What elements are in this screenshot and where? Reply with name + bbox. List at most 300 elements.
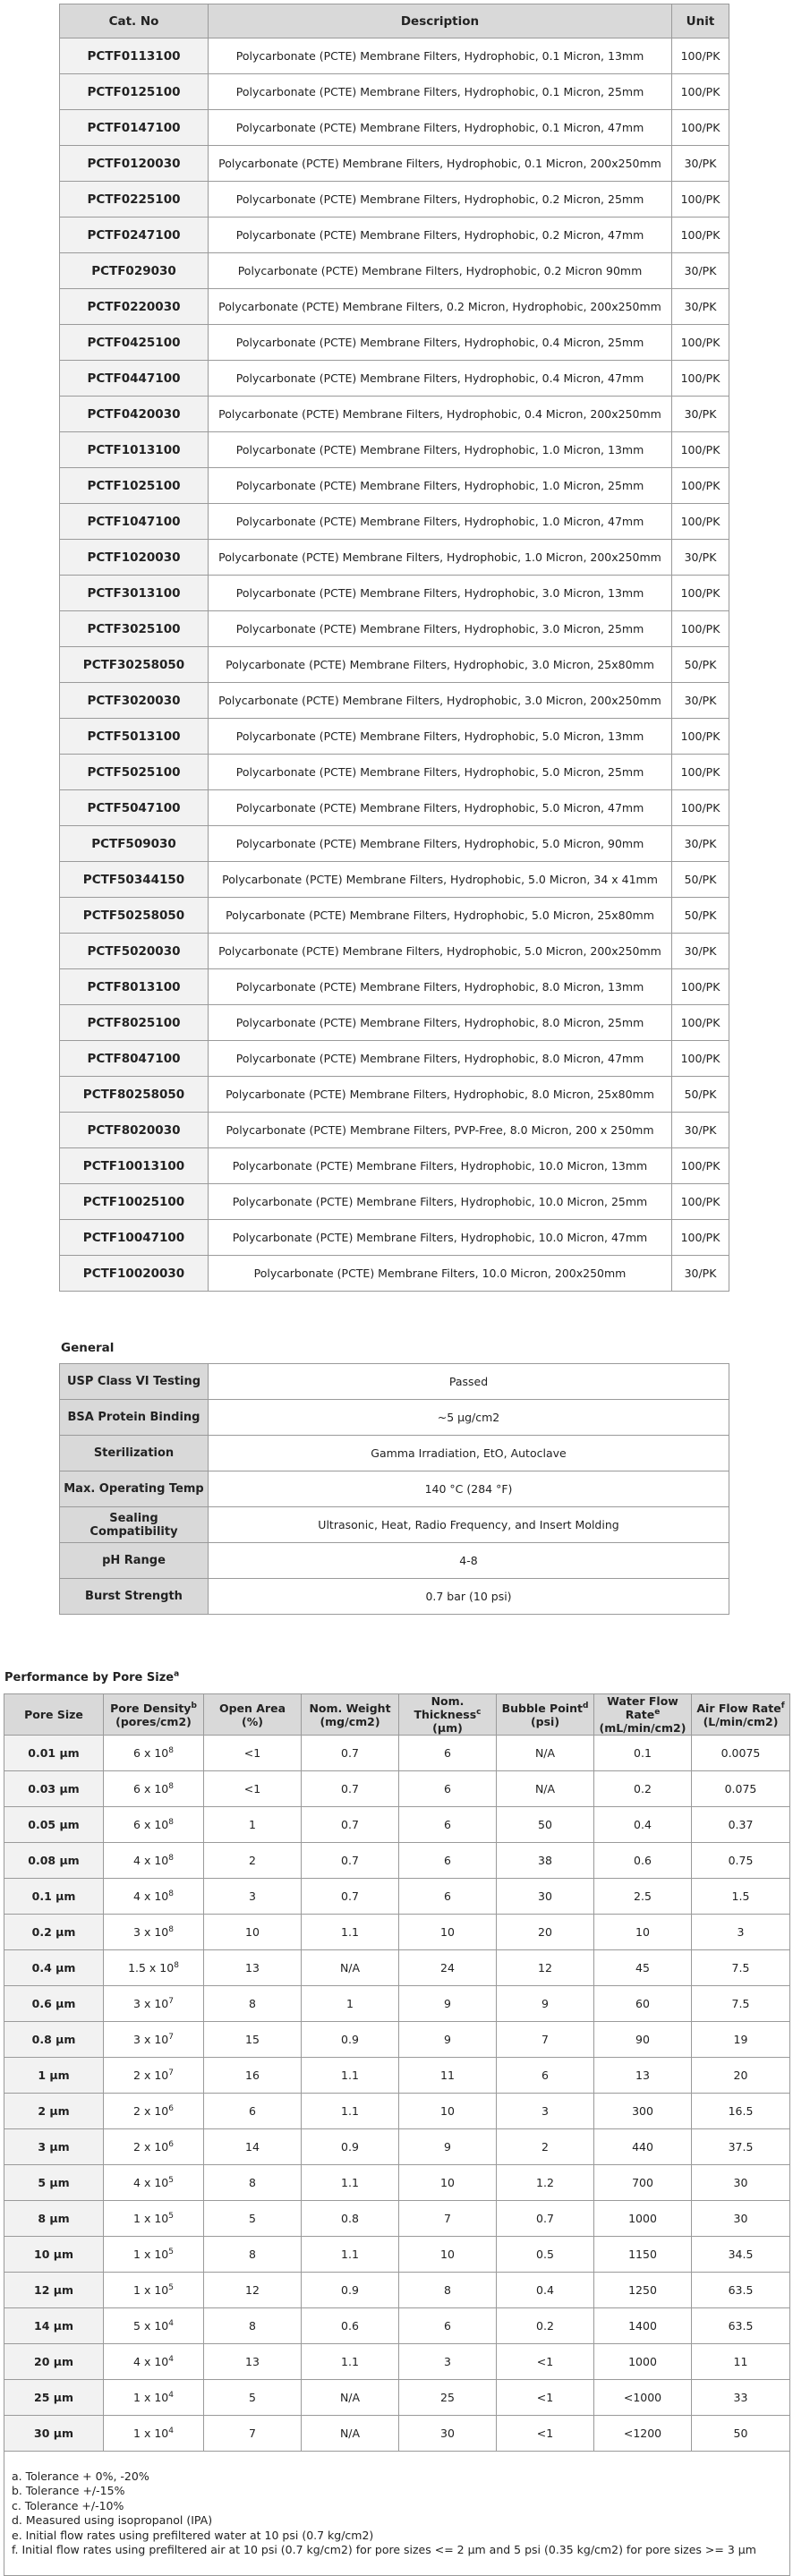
- perf-density-base: 1.5 x 10: [128, 1961, 175, 1975]
- catalog-unit: 30/PK: [672, 540, 729, 576]
- perf-header-unit: (%): [242, 1714, 263, 1728]
- general-row: [60, 1579, 729, 1615]
- perf-density: [104, 1736, 204, 1771]
- catalog-description: Polycarbonate (PCTE) Membrane Filters, Hydrophobic, 0.1 Micron, 25mm: [209, 74, 672, 110]
- perf-density-base: 1 x 10: [133, 2212, 169, 2225]
- catalog-cat-no: PCTF5047100: [60, 790, 209, 826]
- catalog-cat-no: PCTF0120030: [60, 146, 209, 182]
- catalog-unit: 30/PK: [672, 1113, 729, 1148]
- catalog-description: Polycarbonate (PCTE) Membrane Filters, Hydrophobic, 8.0 Micron, 25mm: [209, 1005, 672, 1041]
- perf-pore: 0.01 µm: [4, 1736, 104, 1771]
- general-row: [60, 1364, 729, 1400]
- catalog-description: Polycarbonate (PCTE) Membrane Filters, Hydrophobic, 5.0 Micron, 13mm: [209, 719, 672, 755]
- catalog-table: [59, 4, 729, 1292]
- perf-bubble: 0.5: [497, 2237, 594, 2273]
- catalog-cat-no: PCTF10047100: [60, 1220, 209, 1256]
- perf-open: 8: [204, 1986, 302, 2022]
- perf-thick: 10: [399, 2237, 497, 2273]
- perf-water: 60: [594, 1986, 692, 2022]
- catalog-description: Polycarbonate (PCTE) Membrane Filters, Hydrophobic, 8.0 Micron, 13mm: [209, 969, 672, 1005]
- catalog-description: Polycarbonate (PCTE) Membrane Filters, Hydrophobic, 0.4 Micron, 200x250mm: [209, 397, 672, 432]
- catalog-unit: 30/PK: [672, 826, 729, 862]
- catalog-cat-no: PCTF30258050: [60, 647, 209, 683]
- perf-weight: 0.6: [302, 2308, 399, 2344]
- perf-weight: N/A: [302, 1950, 399, 1986]
- general-property: Sealing Compatibility: [60, 1507, 209, 1543]
- performance-title-text: Performance by Pore Size: [4, 1671, 175, 1685]
- perf-water: <1000: [594, 2380, 692, 2416]
- perf-bubble: <1: [497, 2380, 594, 2416]
- catalog-cat-no: PCTF0147100: [60, 110, 209, 146]
- perf-header-cell: [497, 1694, 594, 1736]
- perf-row: [4, 1807, 790, 1843]
- catalog-cat-no: PCTF509030: [60, 826, 209, 862]
- catalog-row: [60, 576, 729, 611]
- catalog-unit: 50/PK: [672, 898, 729, 934]
- perf-air: 63.5: [692, 2308, 790, 2344]
- perf-density-exponent: 5: [168, 2282, 174, 2292]
- perf-open: 16: [204, 2058, 302, 2094]
- perf-density: [104, 2022, 204, 2058]
- perf-pore: 12 µm: [4, 2273, 104, 2308]
- general-row: [60, 1507, 729, 1543]
- perf-water: 1250: [594, 2273, 692, 2308]
- perf-header-label: Pore Density: [110, 1701, 192, 1715]
- footnote: b. Tolerance +/-15%: [12, 2484, 125, 2497]
- perf-water: 90: [594, 2022, 692, 2058]
- perf-header-footnote: e: [654, 1707, 661, 1717]
- perf-thick: 24: [399, 1950, 497, 1986]
- catalog-row: [60, 1113, 729, 1148]
- perf-open: 8: [204, 2237, 302, 2273]
- perf-bubble: 0.2: [497, 2308, 594, 2344]
- catalog-description: Polycarbonate (PCTE) Membrane Filters, Hydrophobic, 1.0 Micron, 25mm: [209, 468, 672, 504]
- perf-row: [4, 2273, 790, 2308]
- perf-density-base: 4 x 10: [133, 2176, 169, 2189]
- performance-header-row: [4, 1694, 790, 1736]
- catalog-row: [60, 540, 729, 576]
- general-property: pH Range: [60, 1543, 209, 1579]
- catalog-row: [60, 146, 729, 182]
- perf-density-base: 2 x 10: [133, 2104, 169, 2118]
- perf-air: 7.5: [692, 1950, 790, 1986]
- perf-water: 1000: [594, 2344, 692, 2380]
- perf-density-base: 2 x 10: [133, 2140, 169, 2154]
- catalog-cat-no: PCTF3013100: [60, 576, 209, 611]
- catalog-unit: 100/PK: [672, 611, 729, 647]
- catalog-description: Polycarbonate (PCTE) Membrane Filters, Hydrophobic, 10.0 Micron, 25mm: [209, 1184, 672, 1220]
- perf-water: 1150: [594, 2237, 692, 2273]
- perf-density-exponent: 7: [168, 2068, 174, 2077]
- catalog-cat-no: PCTF1025100: [60, 468, 209, 504]
- catalog-row: [60, 862, 729, 898]
- catalog-description: Polycarbonate (PCTE) Membrane Filters, 10.0 Micron, 200x250mm: [209, 1256, 672, 1292]
- perf-bubble: <1: [497, 2344, 594, 2380]
- catalog-unit: 100/PK: [672, 504, 729, 540]
- catalog-row: [60, 1256, 729, 1292]
- perf-density-exponent: 8: [168, 1745, 174, 1755]
- perf-density-base: 4 x 10: [133, 1854, 169, 1867]
- perf-bubble: 0.4: [497, 2273, 594, 2308]
- perf-water: 1000: [594, 2201, 692, 2237]
- catalog-row: [60, 1148, 729, 1184]
- perf-header-unit: (mL/min/cm2): [599, 1721, 686, 1735]
- perf-density: [104, 2380, 204, 2416]
- catalog-unit: 100/PK: [672, 110, 729, 146]
- performance-table: [4, 1693, 790, 2576]
- perf-density-exponent: 5: [168, 2175, 174, 2185]
- general-row: [60, 1436, 729, 1471]
- catalog-row: [60, 325, 729, 361]
- catalog-description: Polycarbonate (PCTE) Membrane Filters, Hydrophobic, 3.0 Micron, 25x80mm: [209, 647, 672, 683]
- catalog-cat-no: PCTF8025100: [60, 1005, 209, 1041]
- perf-air: 30: [692, 2201, 790, 2237]
- perf-density: [104, 1915, 204, 1950]
- perf-row: [4, 2237, 790, 2273]
- perf-bubble: 1.2: [497, 2165, 594, 2201]
- perf-weight: 0.7: [302, 1771, 399, 1807]
- perf-open: <1: [204, 1771, 302, 1807]
- perf-density: [104, 1807, 204, 1843]
- perf-bubble: N/A: [497, 1771, 594, 1807]
- perf-water: 2.5: [594, 1879, 692, 1915]
- catalog-row: [60, 432, 729, 468]
- perf-density-exponent: 8: [168, 1853, 174, 1863]
- catalog-description: Polycarbonate (PCTE) Membrane Filters, Hydrophobic, 10.0 Micron, 13mm: [209, 1148, 672, 1184]
- catalog-cat-no: PCTF0220030: [60, 289, 209, 325]
- catalog-cat-no: PCTF8047100: [60, 1041, 209, 1077]
- general-property: Sterilization: [60, 1436, 209, 1471]
- perf-open: 3: [204, 1879, 302, 1915]
- perf-weight: 0.7: [302, 1807, 399, 1843]
- perf-thick: 9: [399, 2129, 497, 2165]
- general-table: [59, 1363, 729, 1615]
- perf-density: [104, 1950, 204, 1986]
- perf-open: 2: [204, 1843, 302, 1879]
- catalog-cat-no: PCTF0125100: [60, 74, 209, 110]
- perf-bubble: 9: [497, 1986, 594, 2022]
- perf-water: <1200: [594, 2416, 692, 2452]
- catalog-description: Polycarbonate (PCTE) Membrane Filters, Hydrophobic, 10.0 Micron, 47mm: [209, 1220, 672, 1256]
- general-value: 4-8: [209, 1543, 729, 1579]
- catalog-cat-no: PCTF1047100: [60, 504, 209, 540]
- perf-pore: 0.6 µm: [4, 1986, 104, 2022]
- perf-row: [4, 2308, 790, 2344]
- perf-row: [4, 1879, 790, 1915]
- perf-air: 19: [692, 2022, 790, 2058]
- catalog-description: Polycarbonate (PCTE) Membrane Filters, Hydrophobic, 5.0 Micron, 200x250mm: [209, 934, 672, 969]
- perf-weight: 1: [302, 1986, 399, 2022]
- perf-bubble: <1: [497, 2416, 594, 2452]
- catalog-cat-no: PCTF10013100: [60, 1148, 209, 1184]
- perf-header-unit: (µm): [432, 1721, 463, 1735]
- catalog-row: [60, 361, 729, 397]
- catalog-description: Polycarbonate (PCTE) Membrane Filters, Hydrophobic, 5.0 Micron, 47mm: [209, 790, 672, 826]
- perf-thick: 3: [399, 2344, 497, 2380]
- perf-thick: 6: [399, 2308, 497, 2344]
- perf-header-footnote: f: [780, 1701, 785, 1710]
- perf-density-base: 4 x 10: [133, 2355, 169, 2368]
- perf-density-exponent: 4: [168, 2390, 174, 2400]
- catalog-header-row: [60, 4, 729, 38]
- perf-thick: 6: [399, 1736, 497, 1771]
- perf-density: [104, 2058, 204, 2094]
- catalog-description: Polycarbonate (PCTE) Membrane Filters, Hydrophobic, 1.0 Micron, 13mm: [209, 432, 672, 468]
- perf-row: [4, 2201, 790, 2237]
- perf-row: [4, 2380, 790, 2416]
- perf-pore: 20 µm: [4, 2344, 104, 2380]
- perf-air: 37.5: [692, 2129, 790, 2165]
- catalog-cat-no: PCTF8013100: [60, 969, 209, 1005]
- perf-density-base: 3 x 10: [133, 1925, 169, 1939]
- perf-air: 16.5: [692, 2094, 790, 2129]
- perf-header-cell: [399, 1694, 497, 1736]
- perf-header-label: Nom. Thickness: [414, 1694, 477, 1721]
- catalog-description: Polycarbonate (PCTE) Membrane Filters, Hydrophobic, 1.0 Micron, 200x250mm: [209, 540, 672, 576]
- catalog-row: [60, 826, 729, 862]
- perf-pore: 0.05 µm: [4, 1807, 104, 1843]
- perf-header-label: Bubble Point: [501, 1701, 583, 1715]
- perf-density: [104, 2129, 204, 2165]
- perf-density-exponent: 8: [168, 1889, 174, 1898]
- perf-pore: 3 µm: [4, 2129, 104, 2165]
- perf-header-footnote: c: [476, 1707, 482, 1717]
- perf-air: 30: [692, 2165, 790, 2201]
- perf-water: 300: [594, 2094, 692, 2129]
- perf-weight: 0.7: [302, 1879, 399, 1915]
- catalog-description: Polycarbonate (PCTE) Membrane Filters, Hydrophobic, 5.0 Micron, 34 x 41mm: [209, 862, 672, 898]
- perf-bubble: 6: [497, 2058, 594, 2094]
- general-value: Gamma Irradiation, EtO, Autoclave: [209, 1436, 729, 1471]
- catalog-row: [60, 755, 729, 790]
- perf-air: 20: [692, 2058, 790, 2094]
- catalog-unit: 30/PK: [672, 289, 729, 325]
- general-property: Max. Operating Temp: [60, 1471, 209, 1507]
- catalog-unit: 30/PK: [672, 1256, 729, 1292]
- perf-density-base: 6 x 10: [133, 1818, 169, 1831]
- perf-density-exponent: 6: [168, 2103, 174, 2113]
- catalog-cat-no: PCTF5025100: [60, 755, 209, 790]
- general-row: [60, 1543, 729, 1579]
- perf-density-base: 1 x 10: [133, 2283, 169, 2297]
- perf-water: 0.1: [594, 1736, 692, 1771]
- perf-row: [4, 1771, 790, 1807]
- perf-weight: 1.1: [302, 1915, 399, 1950]
- perf-bubble: 20: [497, 1915, 594, 1950]
- perf-weight: 0.9: [302, 2273, 399, 2308]
- perf-air: 50: [692, 2416, 790, 2452]
- perf-thick: 6: [399, 1879, 497, 1915]
- catalog-unit: 100/PK: [672, 325, 729, 361]
- catalog-cat-no: PCTF0113100: [60, 38, 209, 74]
- perf-pore: 2 µm: [4, 2094, 104, 2129]
- catalog-description: Polycarbonate (PCTE) Membrane Filters, Hydrophobic, 8.0 Micron, 25x80mm: [209, 1077, 672, 1113]
- catalog-row: [60, 611, 729, 647]
- perf-weight: 1.1: [302, 2094, 399, 2129]
- catalog-cat-no: PCTF50258050: [60, 898, 209, 934]
- perf-pore: 14 µm: [4, 2308, 104, 2344]
- perf-row: [4, 2058, 790, 2094]
- perf-bubble: 50: [497, 1807, 594, 1843]
- perf-row: [4, 2022, 790, 2058]
- perf-header-label: Water Flow Rate: [607, 1694, 678, 1721]
- perf-density: [104, 2094, 204, 2129]
- catalog-unit: 100/PK: [672, 74, 729, 110]
- perf-row: [4, 1736, 790, 1771]
- perf-pore: 30 µm: [4, 2416, 104, 2452]
- catalog-unit: 100/PK: [672, 755, 729, 790]
- catalog-row: [60, 969, 729, 1005]
- perf-weight: 1.1: [302, 2344, 399, 2380]
- catalog-description: Polycarbonate (PCTE) Membrane Filters, Hydrophobic, 0.4 Micron, 25mm: [209, 325, 672, 361]
- perf-pore: 0.1 µm: [4, 1879, 104, 1915]
- general-property: USP Class VI Testing: [60, 1364, 209, 1400]
- catalog-row: [60, 683, 729, 719]
- perf-water: 10: [594, 1915, 692, 1950]
- perf-thick: 8: [399, 2273, 497, 2308]
- header-cat-no: Cat. No: [60, 4, 209, 38]
- perf-notes: [4, 2452, 790, 2576]
- catalog-row: [60, 1077, 729, 1113]
- catalog-unit: 30/PK: [672, 146, 729, 182]
- perf-weight: 1.1: [302, 2165, 399, 2201]
- perf-header-cell: [302, 1694, 399, 1736]
- perf-density-base: 3 x 10: [133, 2033, 169, 2046]
- catalog-row: [60, 1220, 729, 1256]
- perf-open: 13: [204, 1950, 302, 1986]
- perf-bubble: 38: [497, 1843, 594, 1879]
- perf-air: 0.0075: [692, 1736, 790, 1771]
- perf-open: 13: [204, 2344, 302, 2380]
- perf-row: [4, 1950, 790, 1986]
- catalog-unit: 100/PK: [672, 576, 729, 611]
- perf-air: 7.5: [692, 1986, 790, 2022]
- perf-header-cell: [204, 1694, 302, 1736]
- footnote: e. Initial flow rates using prefiltered water at 10 psi (0.7 kg/cm2): [12, 2528, 374, 2542]
- header-description: Description: [209, 4, 672, 38]
- footnote: f. Initial flow rates using prefiltered air at 10 psi (0.7 kg/cm2) for pore sizes <= 2 µm and 5 psi (0.35 kg/cm2) for pore sizes >= 3 µm: [12, 2543, 756, 2556]
- catalog-unit: 30/PK: [672, 683, 729, 719]
- perf-header-cell: [4, 1694, 104, 1736]
- perf-air: 63.5: [692, 2273, 790, 2308]
- perf-open: 5: [204, 2201, 302, 2237]
- header-unit: Unit: [672, 4, 729, 38]
- perf-density-exponent: 4: [168, 2354, 174, 2364]
- perf-open: 6: [204, 2094, 302, 2129]
- perf-pore: 0.03 µm: [4, 1771, 104, 1807]
- perf-pore: 8 µm: [4, 2201, 104, 2237]
- perf-row: [4, 2094, 790, 2129]
- perf-density-exponent: 5: [168, 2247, 174, 2256]
- perf-density: [104, 2237, 204, 2273]
- perf-density: [104, 2416, 204, 2452]
- perf-thick: 9: [399, 1986, 497, 2022]
- catalog-unit: 100/PK: [672, 432, 729, 468]
- perf-density: [104, 1843, 204, 1879]
- catalog-cat-no: PCTF3020030: [60, 683, 209, 719]
- catalog-cat-no: PCTF8020030: [60, 1113, 209, 1148]
- perf-header-unit: (L/min/cm2): [703, 1714, 779, 1728]
- footnote: d. Measured using isopropanol (IPA): [12, 2513, 213, 2527]
- perf-bubble: 12: [497, 1950, 594, 1986]
- catalog-cat-no: PCTF10025100: [60, 1184, 209, 1220]
- perf-thick: 6: [399, 1771, 497, 1807]
- catalog-row: [60, 74, 729, 110]
- perf-density-exponent: 8: [168, 1781, 174, 1791]
- catalog-description: Polycarbonate (PCTE) Membrane Filters, Hydrophobic, 3.0 Micron, 25mm: [209, 611, 672, 647]
- catalog-unit: 50/PK: [672, 862, 729, 898]
- catalog-unit: 100/PK: [672, 218, 729, 253]
- catalog-unit: 100/PK: [672, 361, 729, 397]
- general-value: 140 °C (284 °F): [209, 1471, 729, 1507]
- perf-density-base: 4 x 10: [133, 1889, 169, 1903]
- catalog-cat-no: PCTF50344150: [60, 862, 209, 898]
- catalog-description: Polycarbonate (PCTE) Membrane Filters, Hydrophobic, 0.1 Micron, 200x250mm: [209, 146, 672, 182]
- perf-thick: 11: [399, 2058, 497, 2094]
- perf-air: 3: [692, 1915, 790, 1950]
- perf-pore: 10 µm: [4, 2237, 104, 2273]
- perf-bubble: N/A: [497, 1736, 594, 1771]
- catalog-unit: 100/PK: [672, 1184, 729, 1220]
- perf-header-footnote: d: [582, 1701, 589, 1710]
- perf-pore: 1 µm: [4, 2058, 104, 2094]
- performance-title-footnote: a: [174, 1669, 180, 1679]
- catalog-row: [60, 790, 729, 826]
- catalog-unit: 100/PK: [672, 969, 729, 1005]
- perf-weight: N/A: [302, 2380, 399, 2416]
- catalog-row: [60, 504, 729, 540]
- general-value: Passed: [209, 1364, 729, 1400]
- catalog-cat-no: PCTF1020030: [60, 540, 209, 576]
- perf-pore: 5 µm: [4, 2165, 104, 2201]
- perf-row: [4, 1986, 790, 2022]
- catalog-description: Polycarbonate (PCTE) Membrane Filters, Hydrophobic, 0.1 Micron, 13mm: [209, 38, 672, 74]
- perf-air: 33: [692, 2380, 790, 2416]
- perf-open: 7: [204, 2416, 302, 2452]
- perf-row: [4, 1843, 790, 1879]
- perf-thick: 9: [399, 2022, 497, 2058]
- footnote: c. Tolerance +/-10%: [12, 2498, 124, 2512]
- catalog-cat-no: PCTF0247100: [60, 218, 209, 253]
- perf-row: [4, 2129, 790, 2165]
- perf-open: 8: [204, 2165, 302, 2201]
- perf-thick: 25: [399, 2380, 497, 2416]
- catalog-row: [60, 468, 729, 504]
- perf-density-base: 6 x 10: [133, 1746, 169, 1760]
- catalog-description: Polycarbonate (PCTE) Membrane Filters, PVP-Free, 8.0 Micron, 200 x 250mm: [209, 1113, 672, 1148]
- catalog-unit: 100/PK: [672, 1005, 729, 1041]
- catalog-unit: 100/PK: [672, 719, 729, 755]
- perf-row: [4, 2416, 790, 2452]
- perf-header-unit: (mg/cm2): [320, 1714, 380, 1728]
- perf-weight: 0.7: [302, 1736, 399, 1771]
- general-row: [60, 1400, 729, 1436]
- perf-density-base: 2 x 10: [133, 2068, 169, 2082]
- perf-header-unit: (psi): [530, 1714, 560, 1728]
- catalog-description: Polycarbonate (PCTE) Membrane Filters, Hydrophobic, 8.0 Micron, 47mm: [209, 1041, 672, 1077]
- catalog-unit: 100/PK: [672, 1041, 729, 1077]
- perf-density-exponent: 4: [168, 2318, 174, 2328]
- perf-row: [4, 1915, 790, 1950]
- catalog-unit: 100/PK: [672, 1148, 729, 1184]
- catalog-description: Polycarbonate (PCTE) Membrane Filters, Hydrophobic, 0.2 Micron 90mm: [209, 253, 672, 289]
- catalog-unit: 100/PK: [672, 1220, 729, 1256]
- perf-weight: N/A: [302, 2416, 399, 2452]
- perf-bubble: 7: [497, 2022, 594, 2058]
- perf-density: [104, 2273, 204, 2308]
- catalog-row: [60, 218, 729, 253]
- catalog-cat-no: PCTF10020030: [60, 1256, 209, 1292]
